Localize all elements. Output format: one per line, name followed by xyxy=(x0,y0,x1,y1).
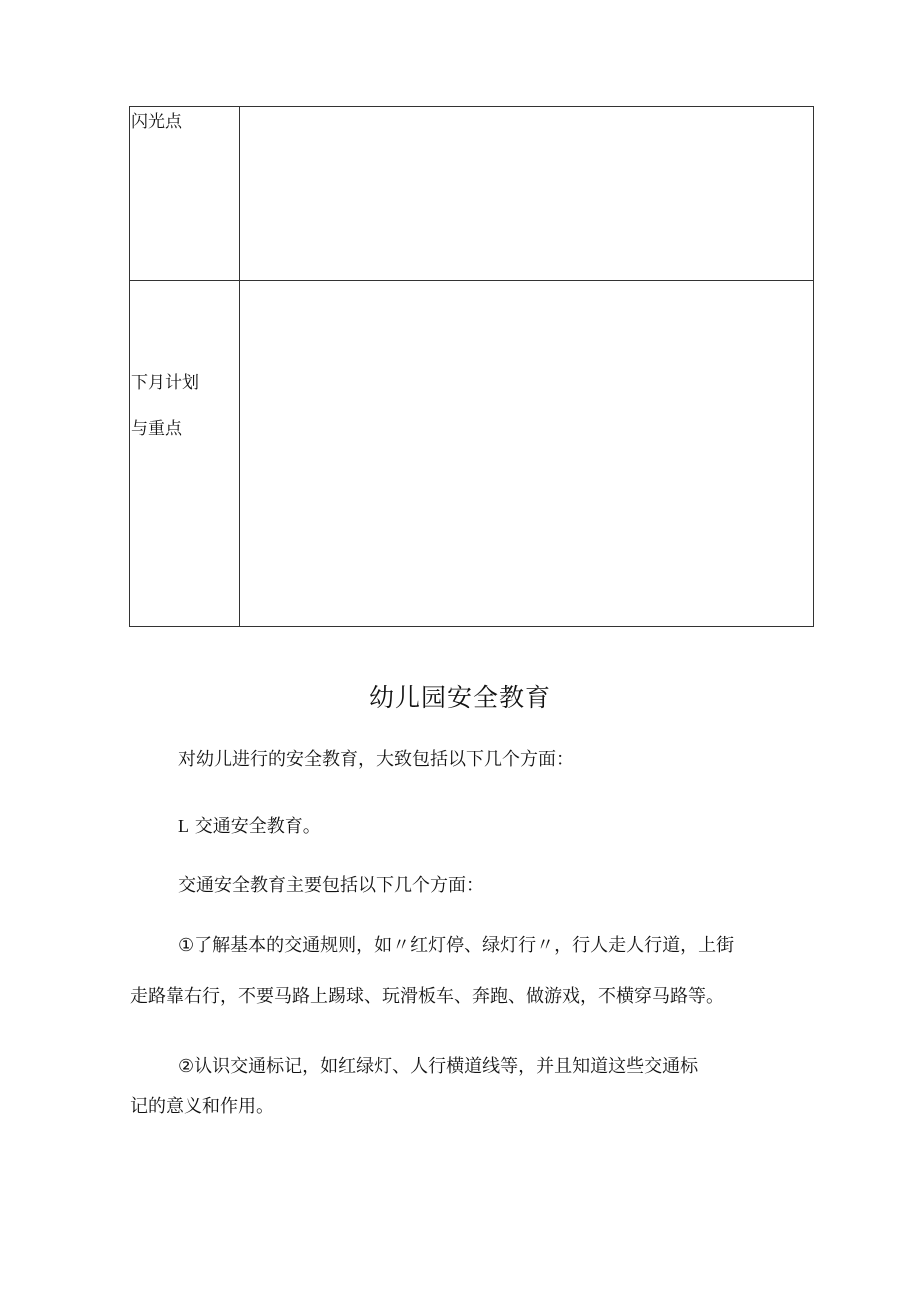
item2-line1: ②认识交通标记，如红绿灯、人行横道线等，并且知道这些交通标 xyxy=(178,1056,699,1077)
plan-label-cell xyxy=(130,281,240,627)
item2-line2: 记的意义和作用。 xyxy=(130,1096,274,1117)
item1-line1: ①了解基本的交通规则，如〃红灯停、绿灯行〃，行人走人行道，上街 xyxy=(178,935,735,956)
plan-content-cell[interactable] xyxy=(240,281,814,627)
highlights-label-cell xyxy=(130,107,240,281)
section-heading-text: 交通安全教育。 xyxy=(189,816,321,837)
plan-label-line1: 下月计划 xyxy=(131,373,199,393)
section-heading-traffic xyxy=(178,813,321,840)
highlights-content-cell[interactable] xyxy=(240,107,814,281)
highlights-label: 闪光点 xyxy=(131,112,182,132)
table-row-highlights xyxy=(130,107,814,281)
section-intro-paragraph: 交通安全教育主要包括以下几个方面： xyxy=(178,875,484,896)
item1-line2: 走路靠右行，不要马路上踢球、玩滑板车、奔跑、做游戏，不横穿马路等。 xyxy=(130,986,724,1007)
summary-form-table xyxy=(129,106,814,627)
intro-paragraph: 对幼儿进行的安全教育，大致包括以下几个方面： xyxy=(178,749,574,770)
table-row-next-month-plan xyxy=(130,281,814,627)
section-number: L xyxy=(178,816,189,836)
article-title: 幼儿园安全教育 xyxy=(368,683,551,712)
plan-label-line2: 与重点 xyxy=(131,419,182,439)
